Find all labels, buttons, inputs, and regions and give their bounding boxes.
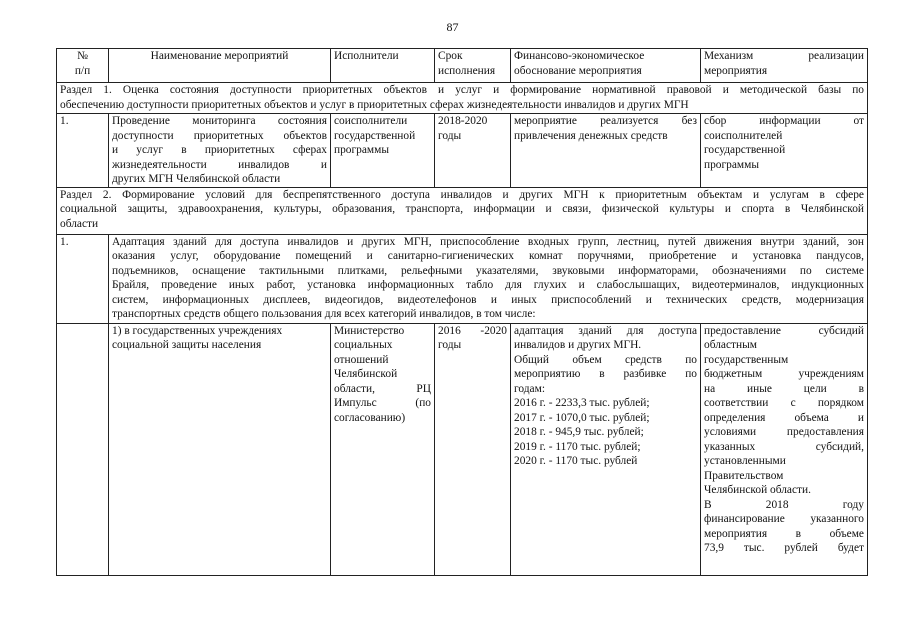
section-2-row	[57, 187, 868, 234]
header-num: № п/п	[57, 49, 109, 83]
header-exec: Исполнители	[331, 49, 435, 83]
row-1-exec: соисполнители государственной программы	[331, 114, 435, 188]
header-name: Наименование мероприятий	[109, 49, 331, 83]
row-1-term: 2018-2020 годы	[435, 114, 511, 188]
row-3-mech: предоставление субсидий областным государственным бюджетным учреждениям на иные цели в соответствии с порядком определения объема и условиями предоставления указанных субсидий, установленными Правительством Челябинской области. В 2018 году финансирование указанного мероприятия в объеме 73,9 тыс. рублей будет	[701, 323, 868, 575]
row-3-term: 2016 -2020 годы	[435, 323, 511, 575]
row-1-name: Проведение мониторинга состояния доступности приоритетных объектов и услуг в приоритетных сферах жизнедеятельности инвалидов и других МГН Челябинской области	[109, 114, 331, 188]
row-3	[57, 323, 868, 575]
row-3-finance: адаптация зданий для доступа инвалидов и других МГН. Общий объем средств по мероприятию в разбивке по годам: 2016 г. - 2233,3 тыс. рублей; 2017 г. - 1070,0 тыс. рублей; 2018 г. - 945,9 тыс. рублей; 2019 г. - 1170 тыс. рублей; 2020 г. - 1170 тыс. рублей	[511, 323, 701, 575]
row-1	[57, 114, 868, 188]
section-1-title: Раздел 1. Оценка состояния доступности приоритетных объектов и услуг и формирование нормативной правовой и методической базы по обеспечению доступности приоритетных объектов и услуг в приоритетных сферах жизнедеятельности инвалидов и других МГН	[57, 83, 868, 114]
row-2	[57, 234, 868, 323]
header-mech: Механизм реализации мероприятия	[701, 49, 868, 83]
row-1-num: 1.	[57, 114, 109, 188]
row-3-num	[57, 323, 109, 575]
row-1-finance: мероприятие реализуется без привлечения денежных средств	[511, 114, 701, 188]
page-number: 87	[446, 20, 459, 34]
row-3-exec: Министерство социальных отношений Челябинской области, РЦ Импульс (по согласованию)	[331, 323, 435, 575]
row-2-num: 1.	[57, 234, 109, 323]
row-1-mech: сбор информации от соисполнителей государственной программы	[701, 114, 868, 188]
section-1-row	[57, 83, 868, 114]
section-2-title: Раздел 2. Формирование условий для беспрепятственного доступа инвалидов и других МГН к приоритетным объектам и услугам в сфере социальной защиты, здравоохранения, культуры, образования, транспорта, информации и связи, физической культуры и спорта в Челябинской области	[57, 187, 868, 234]
row-2-description: Адаптация зданий для доступа инвалидов и других МГН, приспособление входных групп, лестниц, путей движения внутри зданий, зон оказания услуг, оборудование помещений и санитарно-гигиенических комнат поручнями, приобретение и установка пандусов, подъемников, оснащение тактильными плитками, рельефными указателями, звуковыми информаторами, обозначениями по системе Брайля, проведение иных работ, установка информационных табло для глухих и слабослышащих, видеотерминалов, индукционных систем, информационных дисплеев, видеогидов, видеотелефонов и иных приспособлений и технических средств, модернизация транспортных средств общего пользования для всех категорий инвалидов, в том числе:	[109, 234, 868, 323]
row-3-name: 1) в государственных учреждениях социальной защиты населения	[109, 323, 331, 575]
header-row	[57, 49, 868, 83]
header-finance: Финансово-экономическое обоснование мероприятия	[511, 49, 701, 83]
measures-table	[56, 48, 868, 576]
header-term: Срок исполнения	[435, 49, 511, 83]
